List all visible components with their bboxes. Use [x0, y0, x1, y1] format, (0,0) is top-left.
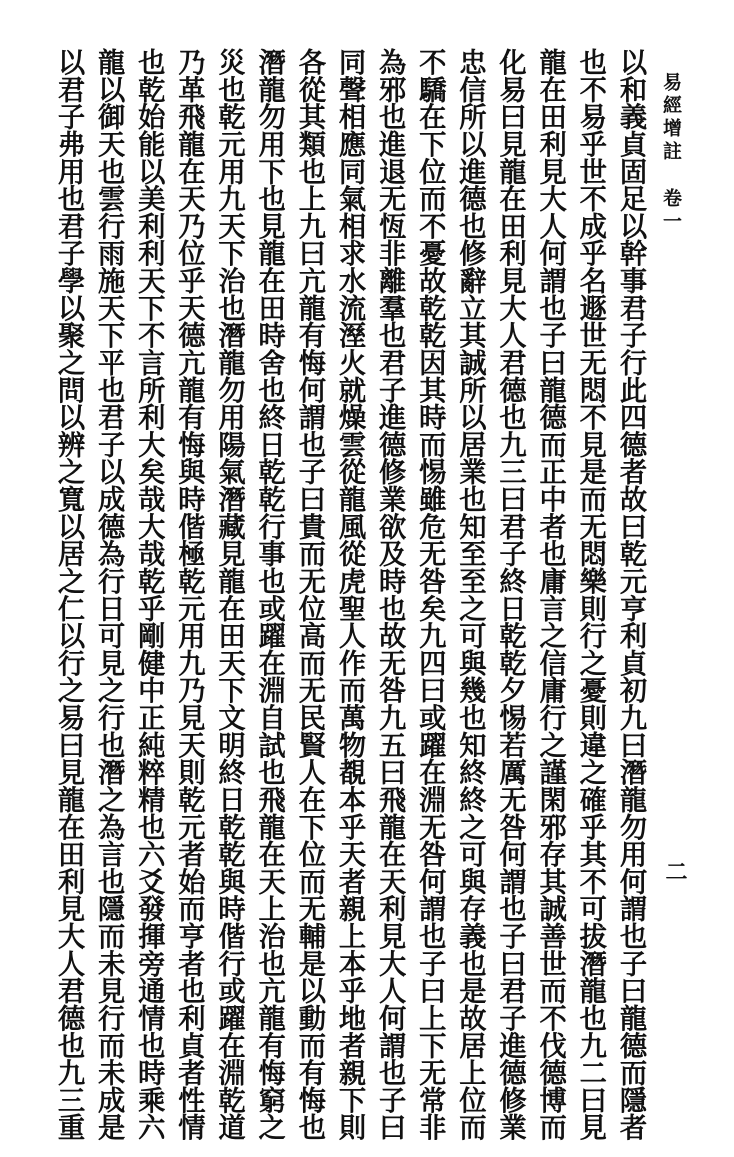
- text-column: 龍以御天也雲行雨施天下平也君子以成德為行日可見之行也潛之為言也隱而未見行而未成是: [93, 48, 126, 1141]
- text-column: 也乾始能以美利利天下不言所利大矣哉大哉乾乎剛健中正純粹精也六爻發揮旁通情也時乘六: [133, 48, 166, 1141]
- text-column: 為邪也進退无恆非離羣也君子進德修業欲及時也故无咎九五曰飛龍在天利見大人何謂也子曰: [374, 48, 407, 1141]
- text-column: 也不易乎世不成乎名遯世无悶不見是而无悶樂則行之憂則違之確乎其不可拔潛龍也九二曰見: [574, 48, 607, 1141]
- text-column: 同聲相應同氣相求水流溼火就燥雲從龍風從虎聖人作而萬物覩本乎天者親上本乎地者親下則: [333, 48, 366, 1141]
- text-column: 不驕在下位而不憂故乾乾因其時而惕雖危无咎矣九四曰或躍在淵无咎何謂也子曰上下无常非: [414, 48, 447, 1141]
- text-column: 以和義貞固足以幹事君子行此四德者故曰乾元亨利貞初九曰潛龍勿用何謂也子曰龍德而隱者: [614, 48, 647, 1141]
- book-title: 易經增註: [660, 72, 682, 164]
- text-column: 乃革飛龍在天乃位乎天德亢龍有悔與時偕極乾元用九乃見天則乾元者始而亨者也利貞者性情: [173, 48, 206, 1141]
- text-body: [50, 48, 650, 1141]
- text-column: 龍在田利見大人何謂也子曰龍德而正中者也庸言之信庸行之謹閑邪存其誠善世而不伐德博而: [534, 48, 567, 1141]
- text-column: 災也乾元用九天下治也潛龍勿用陽氣潛藏見龍在田天下文明終日乾乾與時偕行或躍在淵乾道: [213, 48, 246, 1141]
- text-column: 忠信所以進德也修辭立其誠所以居業也知至至之可與幾也知終終之可與存義也是故居上位而: [454, 48, 487, 1141]
- text-column: 化易曰見龍在田利見大人君德也九三曰君子終日乾乾夕惕若厲无咎何謂也子曰君子進德修業: [494, 48, 527, 1141]
- running-header: [654, 72, 688, 392]
- text-column: 潛龍勿用下也見龍在田時舍也終日乾乾行事也或躍在淵自試也飛龍在天上治也亢龍有悔窮之: [253, 48, 286, 1141]
- volume-label: 卷一: [660, 188, 682, 234]
- page-number: 二: [662, 860, 688, 882]
- text-column: 以君子弗用也君子學以聚之問以辨之寬以居之仁以行之易曰見龍在田利見大人君德也九三重: [53, 48, 85, 1141]
- text-column: 各從其類也上九曰亢龍有悔何謂也子曰貴而无位高而无民賢人在下位而无輔是以動而有悔也: [293, 48, 326, 1141]
